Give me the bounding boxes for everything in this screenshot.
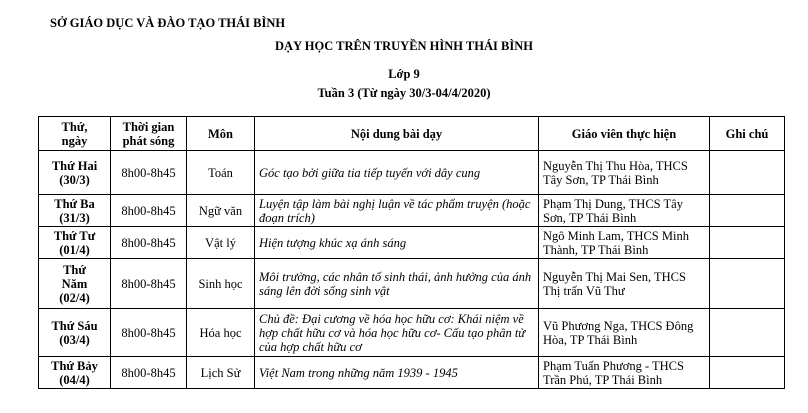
content-cell: Việt Nam trong những năm 1939 - 1945 xyxy=(255,357,539,389)
column-header-time xyxy=(111,117,187,151)
teacher-cell: Phạm Tuấn Phương - THCS Trần Phú, TP Thái Bình xyxy=(539,357,710,389)
day-name: Thứ xyxy=(63,262,86,277)
time-cell: 8h00-8h45 xyxy=(111,259,187,309)
day-name: Thứ Ba xyxy=(54,196,95,211)
subject-cell: Hóa học xyxy=(187,309,255,357)
week-label: Tuần 3 (Từ ngày 30/3-04/4/2020) xyxy=(317,86,491,100)
column-header-day xyxy=(39,117,111,151)
day-date: (01/4) xyxy=(59,242,90,257)
day-date: (03/4) xyxy=(59,332,90,347)
note-cell xyxy=(710,151,785,195)
subject-cell: Ngữ văn xyxy=(187,195,255,227)
schedule-table xyxy=(38,116,785,389)
table-row xyxy=(39,357,785,389)
day-date: (31/3) xyxy=(59,210,90,225)
teacher-cell: Nguyễn Thị Thu Hòa, THCS Tây Sơn, TP Thái Bình xyxy=(539,151,710,195)
organization-name: SỞ GIÁO DỤC VÀ ĐÀO TẠO THÁI BÌNH xyxy=(50,16,286,30)
teacher-cell: Vũ Phương Nga, THCS Đông Hòa, TP Thái Bình xyxy=(539,309,710,357)
table-row xyxy=(39,227,785,259)
time-cell: 8h00-8h45 xyxy=(111,357,187,389)
day-date: (02/4) xyxy=(59,290,90,305)
day-name: Thứ Tư xyxy=(53,228,96,243)
column-header-subject: Môn xyxy=(187,117,255,151)
note-cell xyxy=(710,195,785,227)
column-header-note: Ghi chú xyxy=(710,117,785,151)
time-cell: 8h00-8h45 xyxy=(111,309,187,357)
table-header-row xyxy=(39,117,785,151)
day-cell xyxy=(39,309,111,357)
grade-label: Lớp 9 xyxy=(388,67,420,81)
content-cell: Hiện tượng khúc xạ ánh sáng xyxy=(255,227,539,259)
column-header-day-line1: Thứ, xyxy=(61,119,88,134)
teacher-cell: Ngô Minh Lam, THCS Minh Thành, TP Thái Bình xyxy=(539,227,710,259)
column-header-time-line1: Thời gian xyxy=(122,119,175,134)
day-cell xyxy=(39,227,111,259)
day-cell xyxy=(39,195,111,227)
subject-cell: Sinh học xyxy=(187,259,255,309)
table-row xyxy=(39,259,785,309)
document-title: DẠY HỌC TRÊN TRUYỀN HÌNH THÁI BÌNH xyxy=(275,39,533,53)
content-cell: Luyện tập làm bài nghị luận về tác phẩm truyện (hoặc đoạn trích) xyxy=(255,195,539,227)
day-date: (30/3) xyxy=(59,172,90,187)
teacher-cell: Phạm Thị Dung, THCS Tây Sơn, TP Thái Bình xyxy=(539,195,710,227)
day-cell xyxy=(39,259,111,309)
day-cell xyxy=(39,151,111,195)
teacher-cell: Nguyễn Thị Mai Sen, THCS Thị trấn Vũ Thư xyxy=(539,259,710,309)
column-header-day-line2: ngày xyxy=(61,133,88,148)
time-cell: 8h00-8h45 xyxy=(111,227,187,259)
note-cell xyxy=(710,309,785,357)
column-header-content: Nội dung bài dạy xyxy=(255,117,539,151)
note-cell xyxy=(710,357,785,389)
content-cell: Góc tạo bởi giữa tia tiếp tuyến với dây cung xyxy=(255,151,539,195)
column-header-time-line2: phát sóng xyxy=(122,133,175,148)
day-name: Thứ Bảy xyxy=(51,358,98,373)
day-cell xyxy=(39,357,111,389)
content-cell: Môi trường, các nhân tố sinh thái, ảnh hưởng của ánh sáng lên đời sống sinh vật xyxy=(255,259,539,309)
day-name: Thứ Sáu xyxy=(51,318,98,333)
subject-cell: Vật lý xyxy=(187,227,255,259)
column-header-teacher: Giáo viên thực hiện xyxy=(539,117,710,151)
note-cell xyxy=(710,259,785,309)
table-row xyxy=(39,151,785,195)
time-cell: 8h00-8h45 xyxy=(111,195,187,227)
subject-cell: Lịch Sử xyxy=(187,357,255,389)
day-name-line2: Năm xyxy=(61,276,88,291)
day-name: Thứ Hai xyxy=(51,158,98,173)
note-cell xyxy=(710,227,785,259)
day-date: (04/4) xyxy=(59,372,90,387)
table-row xyxy=(39,195,785,227)
content-cell: Chủ đề: Đại cương về hóa học hữu cơ: Khái niệm về hợp chất hữu cơ và hóa học hữu cơ- Cấu tạo phân tử của hợp chất hữu cơ xyxy=(255,309,539,357)
time-cell: 8h00-8h45 xyxy=(111,151,187,195)
table-row xyxy=(39,309,785,357)
subject-cell: Toán xyxy=(187,151,255,195)
